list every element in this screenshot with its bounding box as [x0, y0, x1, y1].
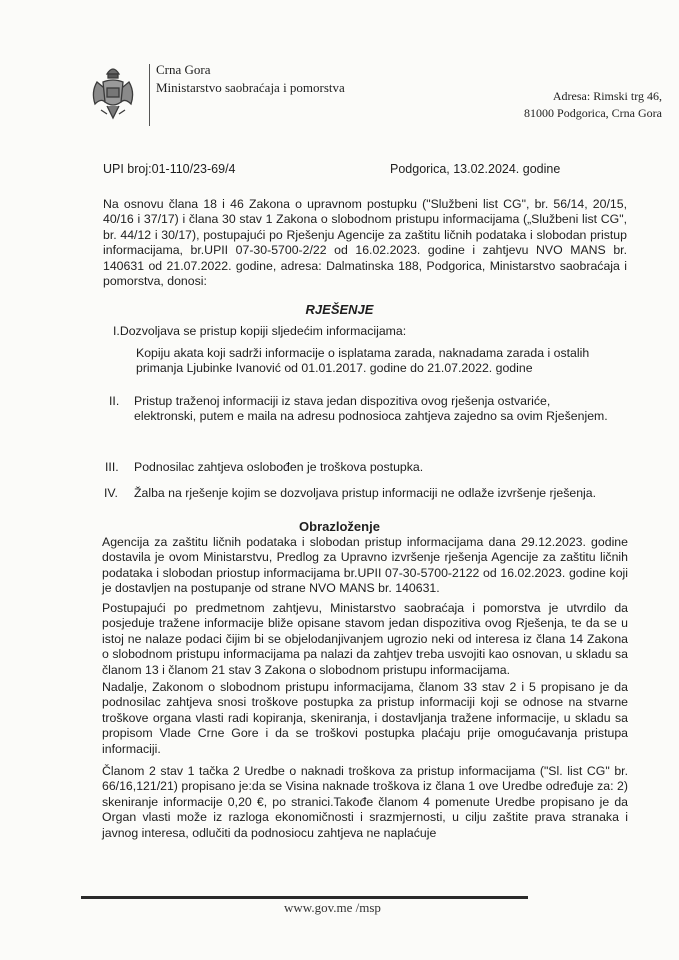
decision-item-4: Žalba na rješenje kojim se dozvoljava pristup informaciji ne odlaže izvršenje rješenja.	[134, 486, 597, 500]
decision-item-2: Pristup traženoj informaciji iz stava jedan dispozitiva ovog rješenja ostvariće, elektronski, putem e maila na adresu podnosioca zahtjeva zajedno sa ovim Rješenjem.	[134, 394, 608, 424]
decision-item-3: Podnosilac zahtjeva oslobođen je troškova postupka.	[134, 460, 424, 474]
country-name: Crna Gora	[156, 62, 211, 77]
reasoning-paragraph-3: Nadalje, Zakonom o slobodnom pristupu informacijama, članom 33 stav 2 i 5 propisano je da podnosilac zahtjeva snosi troškove postupka za pristup informaciji koji se odnose na stvarne troškove organa vlasti radi kopiranja, skeniranja, i dostavljanja tražene informacije, u skladu sa propisom Vlade Crne Gore i da se troškovi postupka plaćaju prije omogućavanja pristupa informaciji.	[102, 680, 628, 756]
reference-number: UPI broj:01-110/23-69/4	[103, 162, 236, 176]
intro-paragraph: Na osnovu člana 18 i 46 Zakona o upravnom postupku ("Službeni list CG", br. 56/14, 20/15, 40/16 i 37/17) i člana 30 stav 1 Zakona o slobodnom pristupu informacijama („Službeni list CG", br. 44/12 i 30/17), postupajući po Rješenju Agencije za zaštitu ličnih podataka i slobodan pristup informacijama, br.UPII 07-30-5700-2/22 od 16.02.2023. godine i zahtjevu NVO MANS br. 140631 od 21.07.2022. godine, adresa: Dalmatinska 188, Podgorica, Ministarstvo saobraćaja i pomorstva, donosi:	[103, 197, 627, 289]
item-number: II.	[109, 394, 120, 408]
address-line-1: Adresa: Rimski trg 46,	[552, 89, 662, 103]
reasoning-paragraph-1: Agencija za zaštitu ličnih podataka i slobodan pristup informacijama dana 29.12.2023. godine dostavila je ovom Ministarstvu, Predlog za Upravno izvršenje rješenja Agencije za zaštitu ličnih podataka i slobodan priostup informacijama br.UPII 07-30-5700-2122 od 16.02.2023. godine koji je dostavljen na postupanje od strane NVO MANS br. 140631.	[102, 535, 628, 596]
footer-website: www.gov.me /msp	[284, 900, 381, 915]
decision-item-1-detail: Kopiju akata koji sadrži informacije o isplatama zarada, naknadama zarada i ostalih primanja Ljubinke Ivanović od 01.01.2017. godine do 21.07.2022. godine	[136, 346, 590, 376]
reasoning-paragraph-2: Postupajući po predmetnom zahtjevu, Ministarstvo saobraćaja i pomorstva je utvrdilo da posjeduje tražene informacije bliže opisane stavom jedan dispozitiva ovog Rješenja, te da se u istoj ne nalaze podaci čijim bi se objelodanjivanjem ugrozio neki od interesa iz člana 14 Zakona o slobodnom pristupu informacijama pa nalazi da zahtjev treba usvojiti kao osnovan, u skladu sa članom 13 i članom 21 stav 3 Zakona o slobodnom pristupu informacijama.	[102, 601, 628, 677]
item-number: IV.	[104, 486, 118, 500]
decision-title: RJEŠENJE	[305, 302, 374, 317]
address-line-2: 81000 Podgorica, Crna Gora	[524, 106, 662, 120]
ministry-name: Ministarstvo saobraćaja i pomorstva	[156, 80, 345, 95]
item-number: III.	[105, 460, 119, 474]
reasoning-title: Obrazloženje	[299, 519, 380, 534]
address-block	[524, 88, 662, 122]
decision-item-1: I.Dozvoljava se pristup kopiji sljedećim informacijama:	[113, 324, 407, 338]
reasoning-paragraph-4: Članom 2 stav 1 tačka 2 Uredbe o naknadi troškova za pristup informacijama ("Sl. list CG" br. 66/16,121/21) propisano je:da se Visina naknade troškova iz člana 1 ove Uredbe određuje za: 2) skeniranje informacije 0,20 €, po stranici.Takođe članom 4 pomenute Uredbe propisano je da Organ vlasti može iz razloga ekonomičnosti i srazmjernosti, u cilju zaštite prava stranaka i javnog interesa, odlučiti da podnosiocu zahtjeva ne naplaćuje	[102, 764, 628, 840]
coat-of-arms-icon	[87, 62, 139, 124]
footer-divider	[81, 896, 528, 899]
document-date: Podgorica, 13.02.2024. godine	[390, 162, 561, 176]
header-divider	[149, 64, 150, 126]
